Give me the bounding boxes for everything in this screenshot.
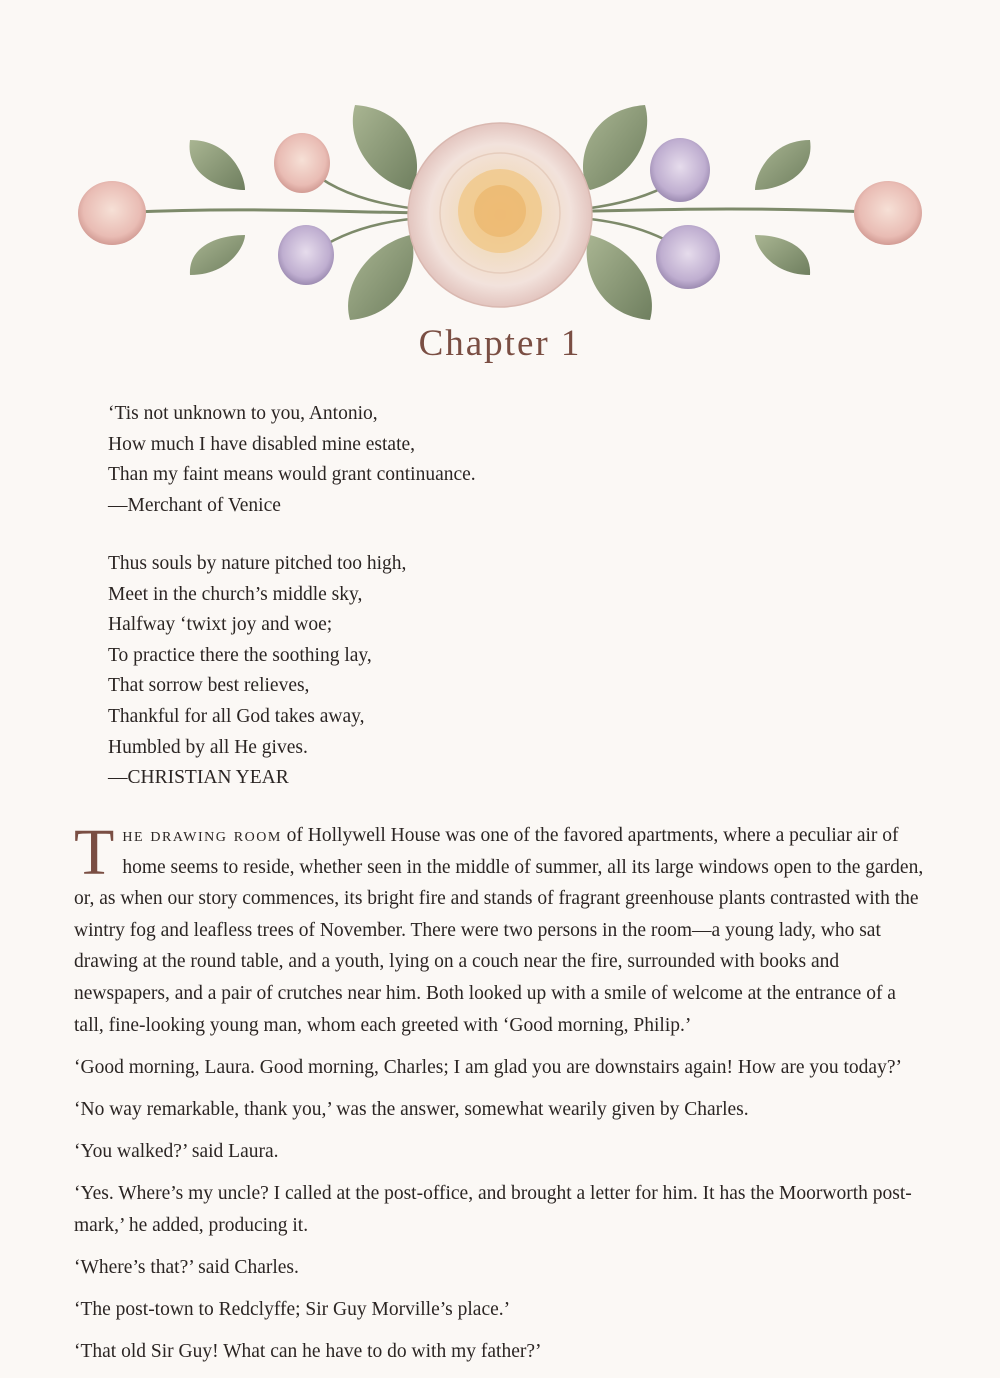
lead-in-smallcaps: he drawing room — [122, 825, 282, 846]
epigraph-line: Humbled by all He gives. — [108, 736, 308, 758]
epigraph-line: How much I have disabled mine estate, — [108, 433, 416, 455]
paragraph: ‘You walked?’ said Laura. — [74, 1140, 279, 1162]
paragraph-text: of Hollywell House was one of the favored apartments, where a peculiar air of home seems to reside, whether seen in the middle of summer, all its large windows open to the garden, or, as when our story commences, its bright fire and stands of fragrant greenhouse plants contrasted with the wintry fog and leafless trees of November. There were two persons in the room—a young lady, who sat drawing at the round table, and a youth, lying on a couch near the fire, surrounded with books and newspapers, and a pair of crutches near him. Both looked up with a smile of welcome at the entrance of a tall, fine-looking young man, whom each greeted with ‘Good morning, Philip.’ — [74, 825, 924, 1036]
epigraph-line: Meet in the church’s middle sky, — [108, 583, 363, 605]
paragraph: ‘Where’s that?’ said Charles. — [74, 1256, 299, 1278]
epigraph-attribution: —CHRISTIAN YEAR — [108, 767, 289, 789]
drop-cap: T — [74, 816, 115, 889]
epigraph-attribution: —Merchant of Venice — [108, 494, 281, 516]
paragraph: ‘No way remarkable, thank you,’ was the answer, somewhat wearily given by Charles. — [74, 1098, 749, 1120]
epigraph-line: ‘Tis not unknown to you, Antonio, — [108, 403, 378, 424]
paragraph: ‘The post-town to Redclyffe; Sir Guy Morville’s place.’ — [74, 1298, 511, 1320]
epigraph-line: Than my faint means would grant continuance. — [108, 464, 476, 486]
epigraph-1 — [108, 399, 476, 521]
paragraph: ‘That old Sir Guy! What can he have to do with my father?’ — [74, 1340, 542, 1362]
epigraph-line: To practice there the soothing lay, — [108, 644, 372, 666]
chapter-title: Chapter 1 — [418, 323, 582, 364]
epigraph-line: That sorrow best relieves, — [108, 675, 310, 697]
epigraph-line: Thankful for all God takes away, — [108, 705, 365, 727]
epigraph-2 — [108, 549, 406, 794]
epigraph-line: Thus souls by nature pitched too high, — [108, 553, 407, 574]
paragraph: ‘Yes. Where’s my uncle? I called at the post-office, and brought a letter for him. It has the Moorworth post-mark,’ he added, producing it. — [74, 1182, 912, 1236]
chapter-body — [74, 816, 930, 1378]
rose-garland-ornament — [70, 95, 930, 335]
paragraph: ‘Good morning, Laura. Good morning, Charles; I am glad you are downstairs again! How are you today?’ — [74, 1056, 902, 1078]
first-paragraph — [74, 816, 930, 1041]
epigraph-line: Halfway ‘twixt joy and woe; — [108, 614, 333, 636]
